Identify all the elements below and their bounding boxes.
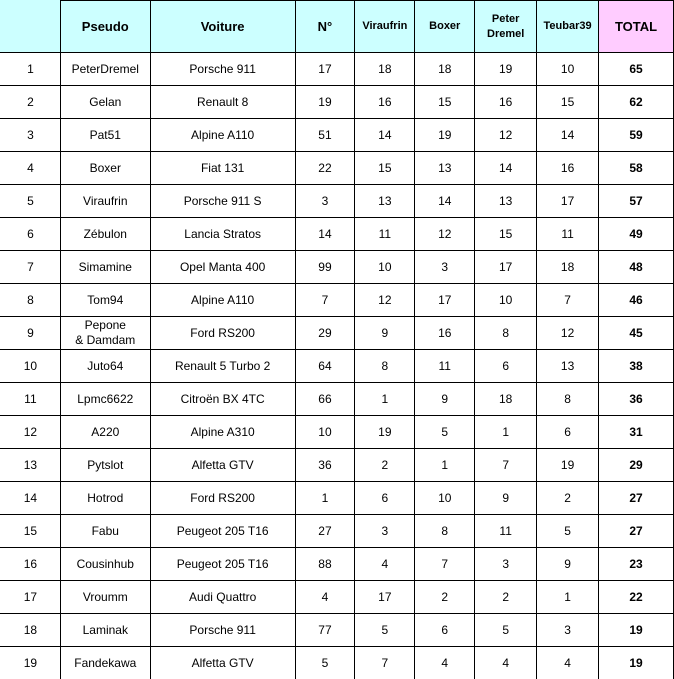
car-cell: Porsche 911 — [150, 614, 295, 647]
judge-viraufrin-score: 8 — [355, 350, 415, 383]
judge-teubar39-score: 9 — [537, 548, 599, 581]
judge-peter-dremel-score: 1 — [475, 416, 537, 449]
judge-peter-dremel-score: 8 — [475, 317, 537, 350]
number-cell: 29 — [295, 317, 355, 350]
judge-boxer-score: 7 — [415, 548, 475, 581]
number-cell: 19 — [295, 86, 355, 119]
total-cell: 19 — [599, 614, 674, 647]
judge-teubar39-score: 18 — [537, 251, 599, 284]
rank-cell: 3 — [1, 119, 61, 152]
judge-teubar39-score: 8 — [537, 383, 599, 416]
judge-teubar39-score: 17 — [537, 185, 599, 218]
pseudo-cell: Fabu — [60, 515, 150, 548]
judge-boxer-score: 18 — [415, 53, 475, 86]
total-header: TOTAL — [599, 1, 674, 53]
number-cell: 10 — [295, 416, 355, 449]
car-cell: Audi Quattro — [150, 581, 295, 614]
judge-boxer-score: 8 — [415, 515, 475, 548]
pseudo-cell: Pytslot — [60, 449, 150, 482]
judge-boxer-header: Boxer — [415, 1, 475, 53]
judge-teubar39-score: 3 — [537, 614, 599, 647]
table-row — [1, 218, 674, 251]
table-row — [1, 515, 674, 548]
rank-cell: 12 — [1, 416, 61, 449]
judge-viraufrin-score: 14 — [355, 119, 415, 152]
pseudo-cell: Tom94 — [60, 284, 150, 317]
judge-viraufrin-score: 12 — [355, 284, 415, 317]
table-row — [1, 647, 674, 679]
table-row — [1, 482, 674, 515]
car-cell: Renault 8 — [150, 86, 295, 119]
car-cell: Peugeot 205 T16 — [150, 515, 295, 548]
rank-cell: 8 — [1, 284, 61, 317]
judge-teubar39-score: 10 — [537, 53, 599, 86]
judge-peter-dremel-score: 2 — [475, 581, 537, 614]
rank-cell: 2 — [1, 86, 61, 119]
car-cell: Porsche 911 — [150, 53, 295, 86]
total-cell: 57 — [599, 185, 674, 218]
judge-boxer-score: 14 — [415, 185, 475, 218]
car-cell: Alfetta GTV — [150, 449, 295, 482]
pseudo-cell: Boxer — [60, 152, 150, 185]
judge-peter-dremel-score: 14 — [475, 152, 537, 185]
rank-cell: 10 — [1, 350, 61, 383]
table-row — [1, 350, 674, 383]
pseudo-cell: Vroumm — [60, 581, 150, 614]
number-cell: 22 — [295, 152, 355, 185]
judge-peter-dremel-score: 3 — [475, 548, 537, 581]
judge-boxer-score: 4 — [415, 647, 475, 679]
judge-viraufrin-score: 4 — [355, 548, 415, 581]
judge-viraufrin-score: 13 — [355, 185, 415, 218]
judge-peter-dremel-score: 4 — [475, 647, 537, 679]
car-cell: Alpine A310 — [150, 416, 295, 449]
table-row — [1, 284, 674, 317]
car-cell: Citroën BX 4TC — [150, 383, 295, 416]
judge-peter-dremel-score: 9 — [475, 482, 537, 515]
pseudo-cell: Lpmc6622 — [60, 383, 150, 416]
pseudo-cell: Viraufrin — [60, 185, 150, 218]
number-cell: 64 — [295, 350, 355, 383]
number-cell: 5 — [295, 647, 355, 679]
judge-peter-dremel-score: 13 — [475, 185, 537, 218]
judge-teubar39-score: 11 — [537, 218, 599, 251]
total-cell: 48 — [599, 251, 674, 284]
pseudo-cell: Simamine — [60, 251, 150, 284]
judge-peter-dremel-score: 6 — [475, 350, 537, 383]
total-cell: 46 — [599, 284, 674, 317]
judge-viraufrin-score: 6 — [355, 482, 415, 515]
judge-peter-dremel-score: 18 — [475, 383, 537, 416]
judge-peter-dremel-score: 5 — [475, 614, 537, 647]
table-row — [1, 614, 674, 647]
total-cell: 59 — [599, 119, 674, 152]
judge-boxer-score: 19 — [415, 119, 475, 152]
car-header: Voiture — [150, 1, 295, 53]
rank-cell: 1 — [1, 53, 61, 86]
number-cell: 4 — [295, 581, 355, 614]
table-row — [1, 119, 674, 152]
rank-cell: 6 — [1, 218, 61, 251]
total-cell: 27 — [599, 515, 674, 548]
pseudo-cell: Laminak — [60, 614, 150, 647]
car-cell: Ford RS200 — [150, 482, 295, 515]
judge-boxer-score: 9 — [415, 383, 475, 416]
judge-teubar39-score: 19 — [537, 449, 599, 482]
total-cell: 19 — [599, 647, 674, 679]
rank-cell: 17 — [1, 581, 61, 614]
pseudo-cell: Juto64 — [60, 350, 150, 383]
rank-cell: 13 — [1, 449, 61, 482]
car-cell: Fiat 131 — [150, 152, 295, 185]
judge-peter-dremel-score: 15 — [475, 218, 537, 251]
pseudo-cell: Pepone & Damdam — [60, 317, 150, 350]
car-cell: Alfetta GTV — [150, 647, 295, 679]
pseudo-header: Pseudo — [60, 1, 150, 53]
total-cell: 22 — [599, 581, 674, 614]
rank-cell: 15 — [1, 515, 61, 548]
judge-viraufrin-score: 15 — [355, 152, 415, 185]
total-cell: 27 — [599, 482, 674, 515]
table-row — [1, 416, 674, 449]
total-cell: 45 — [599, 317, 674, 350]
judge-teubar39-score: 7 — [537, 284, 599, 317]
judge-peter-dremel-score: 11 — [475, 515, 537, 548]
judge-peter-dremel-score: 17 — [475, 251, 537, 284]
judge-teubar39-score: 2 — [537, 482, 599, 515]
judge-peter-dremel-score: 12 — [475, 119, 537, 152]
judge-boxer-score: 13 — [415, 152, 475, 185]
total-cell: 62 — [599, 86, 674, 119]
judge-teubar39-header: Teubar39 — [537, 1, 599, 53]
table-row — [1, 449, 674, 482]
number-cell: 36 — [295, 449, 355, 482]
pseudo-cell: Fandekawa — [60, 647, 150, 679]
table-row — [1, 383, 674, 416]
number-cell: 66 — [295, 383, 355, 416]
total-cell: 58 — [599, 152, 674, 185]
judge-boxer-score: 6 — [415, 614, 475, 647]
total-cell: 49 — [599, 218, 674, 251]
rank-cell: 18 — [1, 614, 61, 647]
number-cell: 3 — [295, 185, 355, 218]
table-row — [1, 86, 674, 119]
car-cell: Alpine A110 — [150, 284, 295, 317]
total-cell: 31 — [599, 416, 674, 449]
judge-boxer-score: 3 — [415, 251, 475, 284]
rank-cell: 16 — [1, 548, 61, 581]
total-cell: 38 — [599, 350, 674, 383]
car-cell: Ford RS200 — [150, 317, 295, 350]
number-cell: 7 — [295, 284, 355, 317]
judge-teubar39-score: 13 — [537, 350, 599, 383]
car-cell: Opel Manta 400 — [150, 251, 295, 284]
judge-peter-dremel-score: 10 — [475, 284, 537, 317]
header-row — [1, 1, 674, 53]
table-row — [1, 53, 674, 86]
pseudo-cell: Gelan — [60, 86, 150, 119]
judge-teubar39-score: 14 — [537, 119, 599, 152]
rank-cell: 7 — [1, 251, 61, 284]
total-cell: 36 — [599, 383, 674, 416]
judge-teubar39-score: 4 — [537, 647, 599, 679]
pseudo-cell: Pat51 — [60, 119, 150, 152]
judge-boxer-score: 5 — [415, 416, 475, 449]
pseudo-cell: PeterDremel — [60, 53, 150, 86]
judge-viraufrin-score: 18 — [355, 53, 415, 86]
judge-peter-dremel-header: Peter Dremel — [475, 1, 537, 53]
rank-cell: 11 — [1, 383, 61, 416]
judge-peter-dremel-score: 7 — [475, 449, 537, 482]
rank-cell: 9 — [1, 317, 61, 350]
judge-boxer-score: 15 — [415, 86, 475, 119]
number-cell: 99 — [295, 251, 355, 284]
judge-viraufrin-score: 17 — [355, 581, 415, 614]
judge-viraufrin-score: 10 — [355, 251, 415, 284]
judge-boxer-score: 12 — [415, 218, 475, 251]
table-row — [1, 317, 674, 350]
total-cell: 65 — [599, 53, 674, 86]
judge-viraufrin-score: 5 — [355, 614, 415, 647]
number-cell: 51 — [295, 119, 355, 152]
pseudo-cell: Hotrod — [60, 482, 150, 515]
judge-boxer-score: 16 — [415, 317, 475, 350]
table-row — [1, 152, 674, 185]
car-cell: Peugeot 205 T16 — [150, 548, 295, 581]
rank-header — [1, 1, 61, 53]
judge-viraufrin-score: 7 — [355, 647, 415, 679]
number-cell: 27 — [295, 515, 355, 548]
rank-cell: 4 — [1, 152, 61, 185]
ranking-body — [1, 53, 674, 679]
judge-viraufrin-header: Viraufrin — [355, 1, 415, 53]
judge-boxer-score: 11 — [415, 350, 475, 383]
number-cell: 1 — [295, 482, 355, 515]
judge-viraufrin-score: 2 — [355, 449, 415, 482]
total-cell: 23 — [599, 548, 674, 581]
table-row — [1, 251, 674, 284]
total-cell: 29 — [599, 449, 674, 482]
car-cell: Alpine A110 — [150, 119, 295, 152]
pseudo-cell: Cousinhub — [60, 548, 150, 581]
pseudo-cell: Zébulon — [60, 218, 150, 251]
table-row — [1, 185, 674, 218]
judge-boxer-score: 10 — [415, 482, 475, 515]
rank-cell: 19 — [1, 647, 61, 679]
number-cell: 14 — [295, 218, 355, 251]
judge-peter-dremel-score: 19 — [475, 53, 537, 86]
number-cell: 77 — [295, 614, 355, 647]
car-cell: Porsche 911 S — [150, 185, 295, 218]
judge-viraufrin-score: 1 — [355, 383, 415, 416]
number-cell: 88 — [295, 548, 355, 581]
number-header: N° — [295, 1, 355, 53]
judge-boxer-score: 2 — [415, 581, 475, 614]
judge-boxer-score: 17 — [415, 284, 475, 317]
judge-peter-dremel-score: 16 — [475, 86, 537, 119]
table-row — [1, 548, 674, 581]
judge-viraufrin-score: 11 — [355, 218, 415, 251]
number-cell: 17 — [295, 53, 355, 86]
table-row — [1, 581, 674, 614]
car-cell: Renault 5 Turbo 2 — [150, 350, 295, 383]
pseudo-cell: A220 — [60, 416, 150, 449]
judge-teubar39-score: 12 — [537, 317, 599, 350]
car-cell: Lancia Stratos — [150, 218, 295, 251]
judge-viraufrin-score: 16 — [355, 86, 415, 119]
judge-viraufrin-score: 9 — [355, 317, 415, 350]
judge-teubar39-score: 1 — [537, 581, 599, 614]
judge-viraufrin-score: 3 — [355, 515, 415, 548]
rank-cell: 14 — [1, 482, 61, 515]
rank-cell: 5 — [1, 185, 61, 218]
judge-teubar39-score: 15 — [537, 86, 599, 119]
judge-viraufrin-score: 19 — [355, 416, 415, 449]
judge-boxer-score: 1 — [415, 449, 475, 482]
judge-teubar39-score: 16 — [537, 152, 599, 185]
judge-teubar39-score: 5 — [537, 515, 599, 548]
judge-teubar39-score: 6 — [537, 416, 599, 449]
